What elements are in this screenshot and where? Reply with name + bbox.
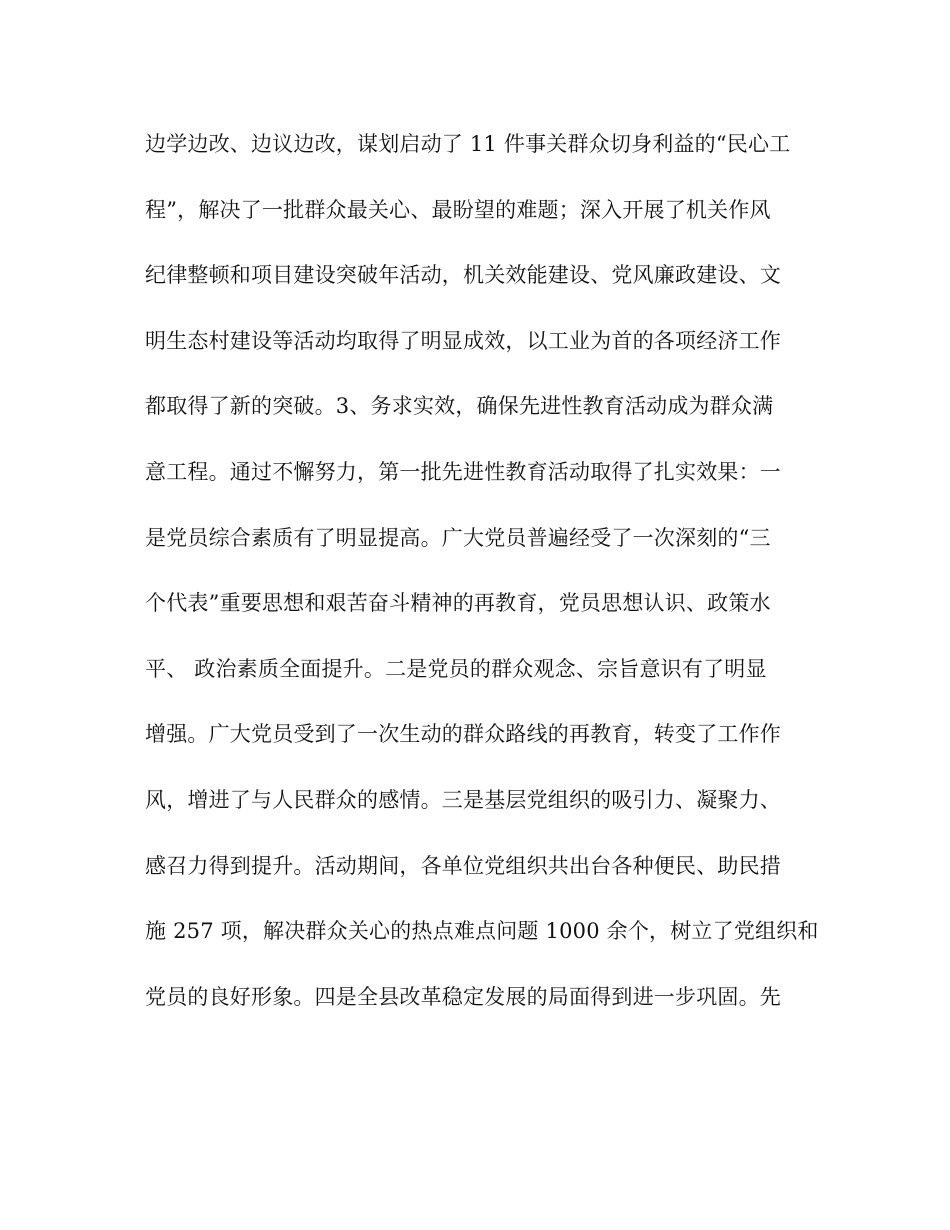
text-line: 都取得了新的突破。3、务求实效，确保先进性教育活动成为群众满 [145, 394, 774, 419]
text-line: 边学边改、边议边改，谋划启动了 11 件事关群众切身利益的“民心工 [145, 132, 791, 156]
text-line: 感召力得到提升。活动期间，各单位党组织共出台各种便民、助民措 [145, 853, 781, 878]
text-line: 施 257 项，解决群众关心的热点难点问题 1000 余个，树立了党组织和 [145, 919, 819, 944]
text-line: 纪律整顿和项目建设突破年活动，机关效能建设、党风廉政建设、文 [145, 263, 781, 288]
text-line: 平、 政治素质全面提升。二是党员的群众观念、宗旨意识有了明显 [145, 656, 767, 681]
text-line: 党员的良好形象。四是全县改革稳定发展的局面得到进一步巩固。先 [145, 984, 781, 1009]
text-line: 程”，解决了一批群众最关心、最盼望的难题；深入开展了机关作风 [145, 197, 771, 222]
text-line: 风，增进了与人民群众的感情。三是基层党组织的吸引力、凝聚力、 [145, 787, 781, 812]
text-line: 个代表”重要思想和艰苦奋斗精神的再教育，党员思想认识、政策水 [145, 591, 771, 616]
text-line: 明生态村建设等活动均取得了明显成效，以工业为首的各项经济工作 [145, 328, 781, 353]
text-line: 增强。广大党员受到了一次生动的群众路线的再教育，转变了工作作 [145, 722, 781, 747]
text-line: 意工程。通过不懈努力，第一批先进性教育活动取得了扎实效果：一 [145, 459, 781, 484]
body-text [145, 126, 819, 1044]
text-line: 是党员综合素质有了明显提高。广大党员普遍经受了一次深刻的“三 [145, 525, 771, 550]
